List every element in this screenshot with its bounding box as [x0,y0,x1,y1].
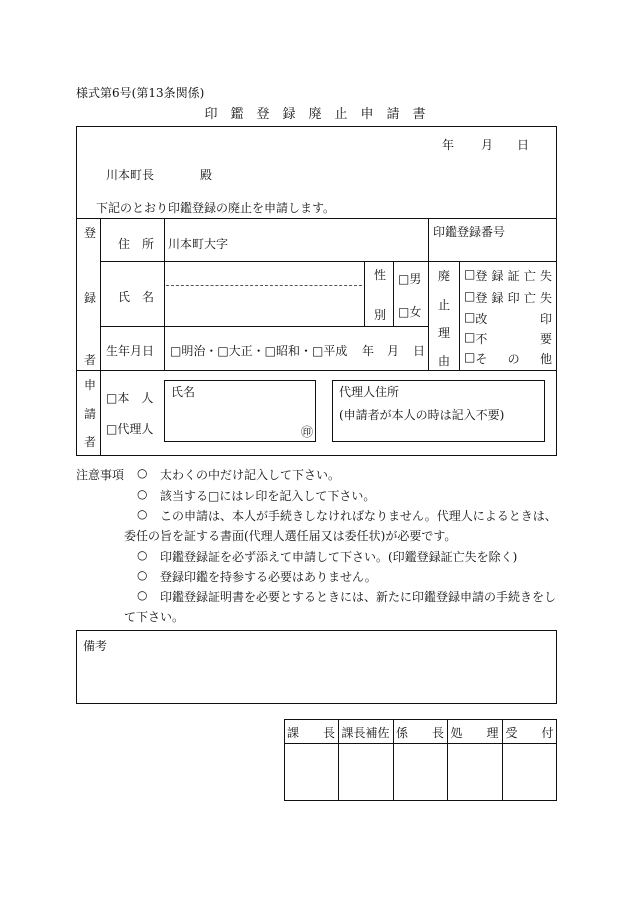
reason-option-label: 登録印亡失 [475,291,552,305]
divider [100,370,101,456]
reg-number-field[interactable] [432,238,554,258]
birth-era-checkboxes[interactable] [170,342,347,359]
birth-day-unit: 日 [413,344,426,358]
proxy-address-field[interactable] [332,380,545,442]
birth-era-options: 明治・□大正・□昭和・□平成 [181,344,348,358]
gender-female-checkbox[interactable] [398,303,421,320]
stamp-header-processing: 処 理 [450,726,499,740]
form-number-label: 様式第6号(第13条関係) [76,86,205,100]
stamp-header-assistant-chief: 課長補佐 [341,726,390,740]
applicant-proxy-label: 代理人 [117,422,154,436]
applicant-label-3: 者 [84,435,97,449]
intro-text: 下記のとおり印鑑登録の廃止を申請します。 [96,201,336,215]
checkbox-icon [464,330,475,347]
divider [76,218,557,219]
note-item: て下さい。 [124,610,185,624]
registrant-label-3: 者 [84,353,97,367]
divider [364,261,365,326]
divider [164,218,165,370]
note-item: 委任の旨を証する書面(代理人選任届又は委任状)が必要です。 [124,529,457,543]
checkbox-icon [106,391,117,405]
divider [100,218,101,370]
remarks-label: 備考 [83,639,108,653]
note-item: 該当する□にはレ印を記入して下さい。 [160,489,376,503]
checkbox-icon [398,305,409,319]
checkbox-icon [106,422,117,436]
checkbox-icon [464,289,475,306]
reason-option-other[interactable] [464,350,552,367]
checkbox-icon [464,267,475,284]
proxy-address-label: 代理人住所 [339,385,400,399]
stamp-header-unit-chief: 係 長 [395,726,444,740]
form-title: 印 鑑 登 録 廃 止 申 請 書 [204,107,426,122]
applicant-self-checkbox[interactable] [106,389,153,406]
gender-label-2: 別 [374,308,387,322]
stamp-header-reception: 受 付 [505,726,554,740]
reason-option-lost-card[interactable] [464,267,552,284]
notes-bullet: ○ [137,548,148,562]
notes-bullet: ○ [137,507,148,521]
date-day-label: 日 [517,138,530,152]
date-month-label: 月 [481,138,494,152]
stamp-header-section-chief: 課 長 [286,726,335,740]
divider [459,261,460,370]
reason-option-change[interactable] [464,310,552,327]
registrant-label-2: 録 [84,291,97,305]
date-year-label: 年 [442,138,455,152]
birth-month-unit: 月 [387,344,400,358]
gender-label-1: 性 [374,268,387,282]
note-item: 登録印鑑を持参する必要はありません。 [160,570,377,584]
notes-heading: 注意事項 [76,468,125,482]
reason-label-4: 由 [438,354,451,368]
reason-option-label: 不要 [475,332,552,346]
checkbox-icon [398,272,409,286]
remarks-field[interactable] [76,630,557,704]
registrant-name-field[interactable] [166,263,362,324]
note-item: この申請は、本人が手続きしなければなりません。代理人によるときは、 [160,509,557,523]
applicant-self-label: 本 人 [117,391,154,405]
seal-mark-icon: ㊞ [300,425,313,439]
reason-label-1: 廃 [438,269,451,283]
gender-female-label: 女 [409,305,422,319]
notes-bullet: ○ [137,568,148,582]
reason-option-unneeded[interactable] [464,330,552,347]
applicant-name-field[interactable] [164,380,316,442]
checkbox-icon [464,310,475,327]
divider [284,743,557,744]
address-value: 川本町大字 [168,237,229,251]
note-item: 印鑑登録証を必ず添えて申請して下さい。(印鑑登録証亡失を除く) [160,550,518,564]
registrant-label-1: 登 [84,226,97,240]
reason-option-label: その他 [475,352,552,366]
birth-label: 生年月日 [106,344,155,358]
reason-option-lost-seal[interactable] [464,289,552,306]
divider [428,218,429,370]
divider [393,261,394,326]
address-label: 住 所 [118,237,155,251]
notes-bullet: ○ [137,487,148,501]
reason-label-3: 理 [438,326,451,340]
checkbox-icon [170,344,181,358]
applicant-proxy-checkbox[interactable] [106,420,153,437]
applicant-label-1: 申 [84,378,97,392]
note-item: 太わくの中だけ記入して下さい。 [160,468,341,482]
applicant-name-label: 氏名 [171,385,196,399]
notes-bullet: ○ [137,466,148,480]
name-label: 氏 名 [118,290,155,304]
divider [76,370,557,371]
gender-male-checkbox[interactable] [398,270,421,287]
notes-bullet: ○ [137,588,148,602]
reg-number-label: 印鑑登録番号 [433,225,506,239]
reason-label-2: 止 [438,298,451,312]
note-item: 印鑑登録証明書を必要とするときには、新たに印鑑登録申請の手続きをし [160,590,557,604]
addressee-name: 川本町長 [106,168,155,182]
address-field[interactable] [168,235,424,257]
divider [100,261,557,262]
proxy-address-note: (申請者が本人の時は記入不要) [339,408,505,422]
gender-male-label: 男 [409,272,422,286]
addressee-honorific: 殿 [200,168,213,182]
birth-year-unit: 年 [362,344,375,358]
checkbox-icon [464,350,475,367]
divider [100,326,428,327]
reason-option-label: 登録証亡失 [475,269,552,283]
applicant-label-2: 請 [84,407,97,421]
reason-option-label: 改印 [475,312,552,326]
